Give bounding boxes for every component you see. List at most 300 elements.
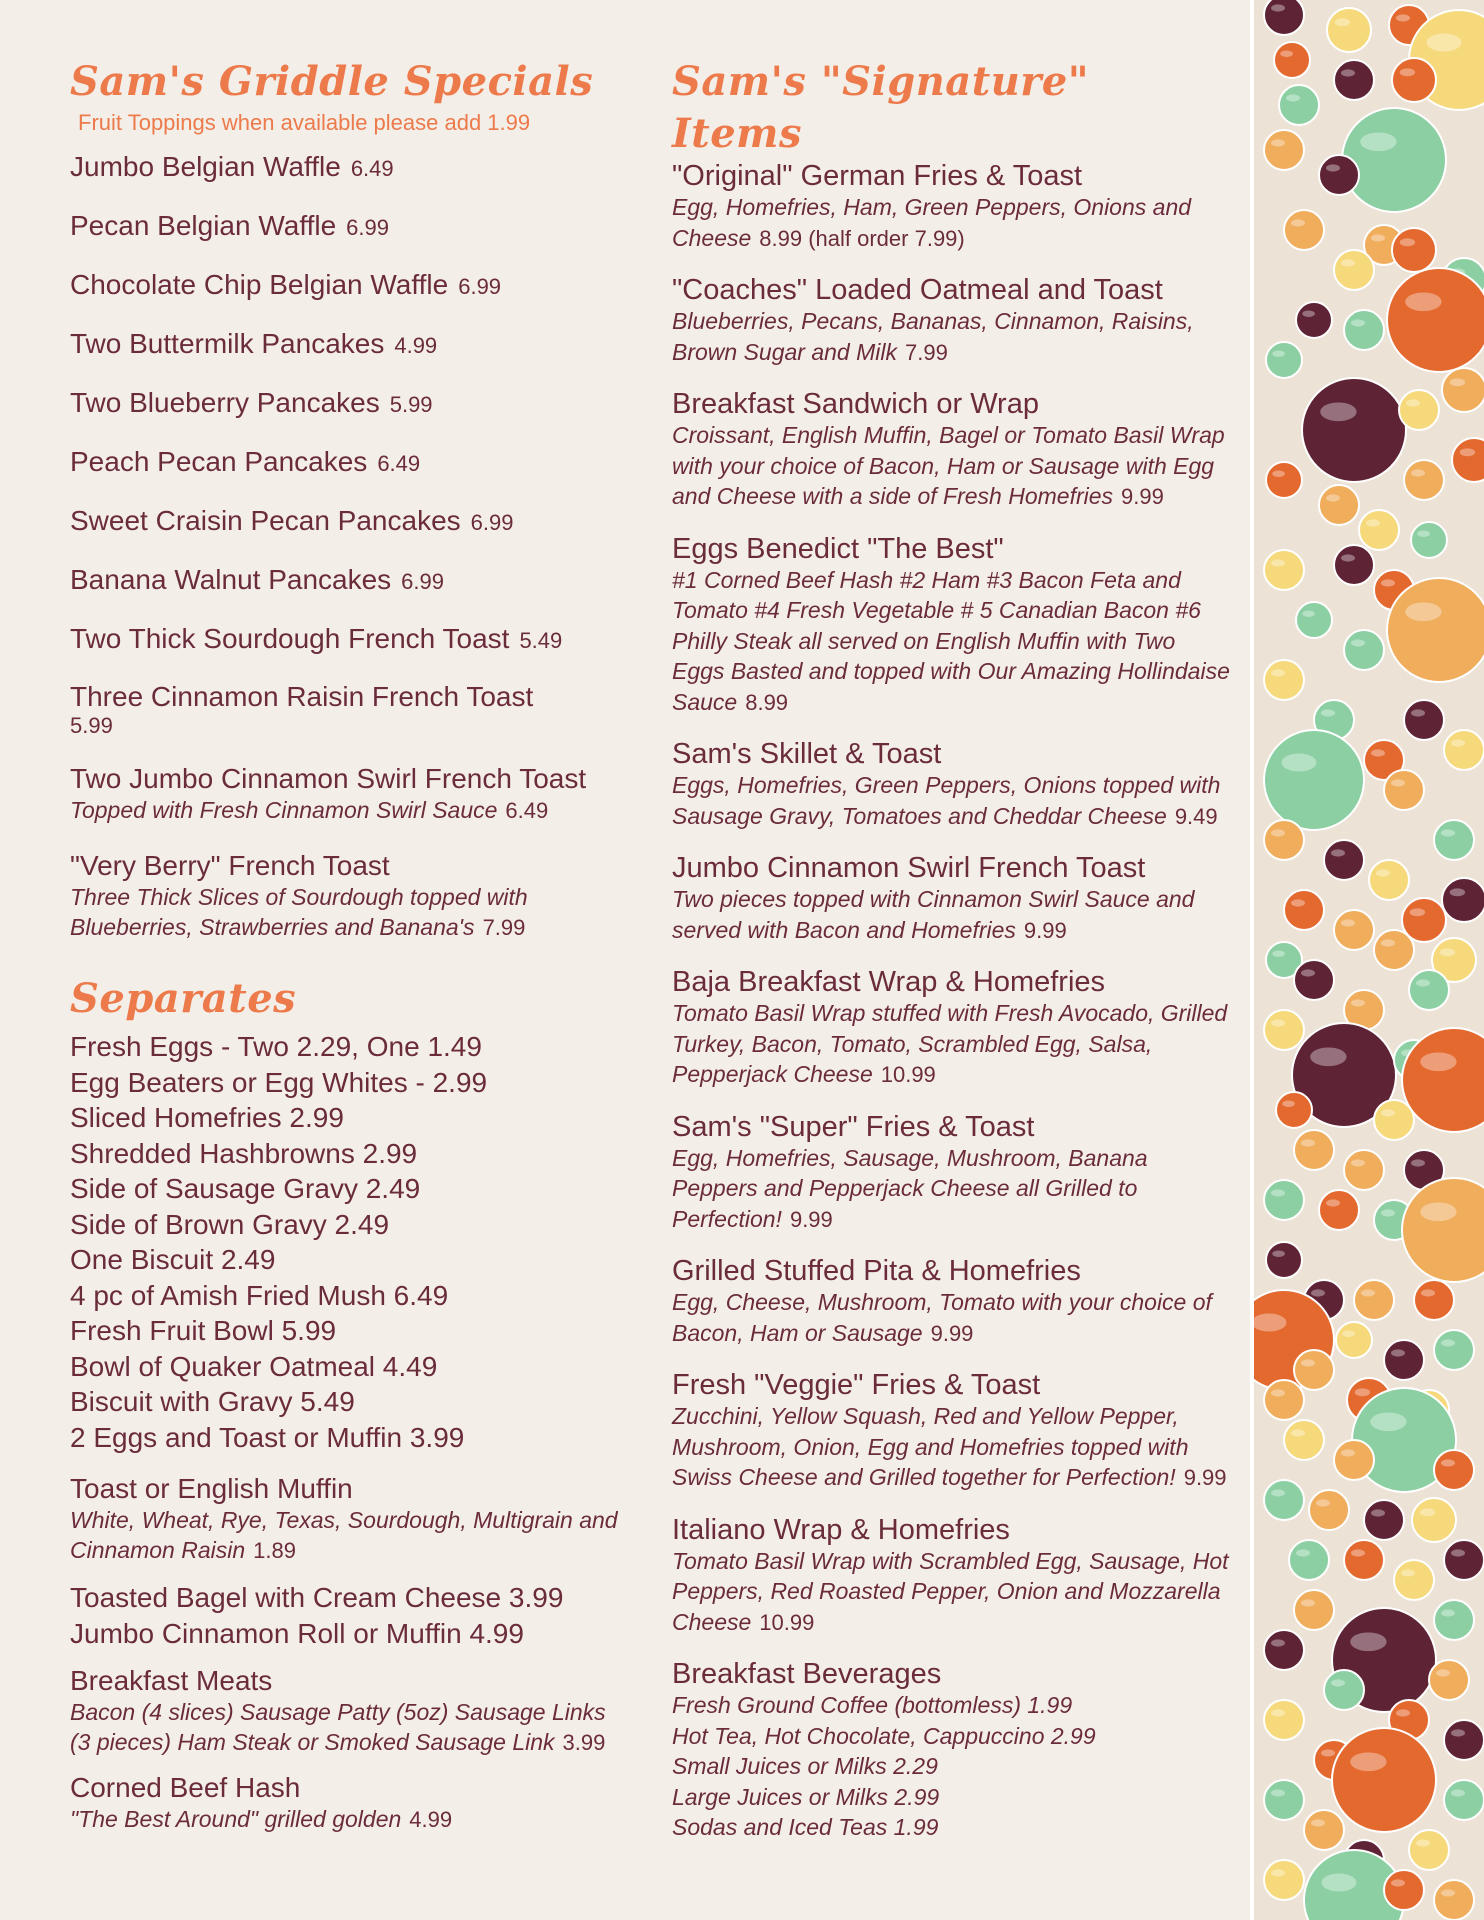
- item-desc-text: Egg, Homefries, Ham, Green Peppers, Onions and Cheese: [672, 194, 1192, 251]
- left-column: [70, 56, 630, 1849]
- polka-dot-highlight: [1391, 1879, 1405, 1886]
- polka-dot: [1442, 368, 1484, 412]
- signature-item: [672, 1111, 1232, 1236]
- signature-item: [672, 388, 1232, 513]
- polka-dot-highlight: [1271, 829, 1285, 836]
- polka-dot: [1364, 1500, 1404, 1540]
- menu-item: [70, 209, 630, 245]
- polka-dot: [1387, 268, 1484, 372]
- item-desc-text: Three Thick Slices of Sourdough topped with Blueberries, Strawberries and Banana's: [70, 884, 528, 940]
- polka-dot: [1294, 1130, 1334, 1170]
- polka-dot-highlight: [1411, 709, 1425, 716]
- polka-dot-highlight: [1271, 559, 1285, 566]
- item-desc-text: #1 Corned Beef Hash #2 Ham #3 Bacon Feta and Tomato #4 Fresh Vegetable # 5 Canadian Bacon #6 Philly Steak all served on English Muffin with Two Eggs Basted and topped with Our Amazing Hollindaise Sauce: [672, 566, 1230, 715]
- item-price: 9.99: [1121, 484, 1164, 509]
- polka-dot-highlight: [1440, 948, 1455, 956]
- griddle-specials-title: Sam's Griddle Specials: [70, 58, 594, 105]
- polka-dot: [1442, 878, 1484, 922]
- polka-dot-highlight: [1451, 1789, 1465, 1796]
- polka-dot-highlight: [1441, 1889, 1455, 1896]
- beverage-item: Sodas and Iced Teas 1.99: [672, 1814, 939, 1840]
- polka-dot: [1294, 1350, 1334, 1390]
- polka-dot-highlight: [1301, 1139, 1315, 1146]
- item-name: Fresh "Veggie" Fries & Toast: [672, 1369, 1041, 1401]
- polka-dot-highlight: [1326, 164, 1340, 171]
- item-description: [672, 420, 1232, 513]
- polka-dot-highlight: [1355, 1388, 1370, 1396]
- polka-dot-highlight: [1272, 350, 1285, 356]
- item-price: 10.99: [880, 1062, 936, 1087]
- polka-dot: [1264, 820, 1304, 860]
- polka-dot-highlight: [1350, 1752, 1386, 1771]
- item-name: "Coaches" Loaded Oatmeal and Toast: [672, 274, 1163, 306]
- polka-dot: [1264, 1860, 1304, 1900]
- item-name: Banana Walnut Pancakes: [70, 564, 392, 595]
- polka-dot-highlight: [1441, 1339, 1455, 1346]
- item-name: Two Thick Sourdough French Toast: [70, 623, 510, 654]
- polka-dot: [1319, 155, 1359, 195]
- polka-dot: [1344, 310, 1384, 350]
- menu-item: [70, 445, 630, 481]
- polka-dot: [1414, 1280, 1454, 1320]
- polka-dot-highlight: [1341, 554, 1355, 561]
- polka-dot-highlight: [1335, 18, 1350, 26]
- item-desc-text: Tomato Basil Wrap stuffed with Fresh Avocado, Grilled Turkey, Bacon, Tomato, Scrambled Egg, Salsa, Pepperjack Cheese: [672, 1000, 1228, 1087]
- polka-dot: [1374, 1100, 1414, 1140]
- polka-dot-highlight: [1282, 754, 1317, 772]
- menu-item-meats: [70, 1665, 630, 1758]
- polka-dot: [1374, 930, 1414, 970]
- polka-dot: [1334, 1440, 1374, 1480]
- polka-dot-highlight: [1272, 1250, 1285, 1256]
- polka-dot-highlight: [1310, 1047, 1346, 1066]
- item-desc-text: Egg, Cheese, Mushroom, Tomato with your choice of Bacon, Ham or Sausage: [672, 1289, 1212, 1346]
- polka-dot-highlight: [1451, 1729, 1465, 1736]
- polka-dot: [1266, 462, 1302, 498]
- polka-dot: [1324, 840, 1364, 880]
- polka-dot-highlight: [1321, 1749, 1335, 1756]
- item-description: [672, 770, 1232, 832]
- polka-dot: [1294, 960, 1334, 1000]
- polka-dot: [1434, 1880, 1474, 1920]
- signature-item: [672, 1514, 1232, 1639]
- polka-dot-highlight: [1272, 950, 1285, 956]
- polka-dot: [1264, 1180, 1304, 1220]
- polka-dot-highlight: [1301, 1359, 1315, 1366]
- item-name: Sweet Craisin Pecan Pancakes: [70, 505, 461, 536]
- item-description: [672, 884, 1232, 946]
- polka-dot-highlight: [1321, 709, 1335, 716]
- polka-dot: [1359, 510, 1399, 550]
- item-price: 9.49: [1174, 803, 1218, 829]
- polka-dot: [1392, 58, 1436, 102]
- polka-dot-highlight: [1416, 1839, 1430, 1846]
- separates-item: Fresh Fruit Bowl 5.99: [70, 1315, 337, 1346]
- polka-dot-highlight: [1302, 310, 1315, 316]
- beverage-item: Hot Tea, Hot Chocolate, Cappuccino 2.99: [672, 1722, 1096, 1749]
- polka-dot-highlight: [1291, 899, 1305, 906]
- item-description: [672, 998, 1232, 1091]
- polka-dot-highlight: [1360, 132, 1396, 151]
- item-desc-text: Two pieces topped with Cinnamon Swirl Sauce and served with Bacon and Homefries: [672, 886, 1195, 943]
- polka-dot: [1392, 228, 1436, 272]
- polka-dot-highlight: [1450, 378, 1465, 386]
- polka-dot-highlight: [1396, 14, 1410, 21]
- signature-item: [672, 738, 1232, 832]
- polka-dot-highlight: [1371, 1509, 1385, 1516]
- item-name: Grilled Stuffed Pita & Homefries: [672, 1255, 1081, 1287]
- polka-dot: [1264, 1780, 1304, 1820]
- item-name: Jumbo Belgian Waffle: [70, 151, 341, 182]
- polka-dot-highlight: [1451, 739, 1465, 746]
- polka-dot-highlight: [1400, 68, 1415, 76]
- item-name: Breakfast Meats: [70, 1665, 273, 1696]
- polka-dot: [1434, 1330, 1474, 1370]
- polka-dot: [1384, 1870, 1424, 1910]
- polka-dot-highlight: [1441, 1459, 1455, 1466]
- polka-dot: [1444, 730, 1484, 770]
- polka-dot: [1264, 550, 1304, 590]
- polka-dot: [1444, 1720, 1484, 1760]
- item-desc-text: "The Best Around" grilled golden: [70, 1806, 402, 1832]
- polka-dot-highlight: [1405, 292, 1441, 311]
- polka-dot: [1324, 1670, 1364, 1710]
- polka-dot: [1266, 342, 1302, 378]
- item-description: [70, 882, 630, 943]
- polka-dot: [1327, 8, 1371, 52]
- polka-dot-highlight: [1366, 519, 1380, 526]
- polka-dot: [1409, 1830, 1449, 1870]
- item-name: Jumbo Cinnamon Swirl French Toast: [672, 852, 1146, 884]
- polka-dot-highlight: [1376, 869, 1390, 876]
- polka-dot-highlight: [1322, 1874, 1357, 1892]
- polka-dot-highlight: [1351, 1549, 1365, 1556]
- polka-dot-highlight: [1341, 919, 1355, 926]
- polka-dot-highlight: [1416, 979, 1430, 986]
- item-price: 5.49: [519, 628, 563, 653]
- item-name: "Original" German Fries & Toast: [672, 160, 1083, 192]
- polka-dot-highlight: [1421, 1289, 1435, 1296]
- polka-dot-highlight: [1291, 219, 1305, 226]
- separates-item: 4 pc of Amish Fried Mush 6.49: [70, 1279, 449, 1311]
- item-name: Corned Beef Hash: [70, 1772, 301, 1803]
- polka-dot: [1264, 0, 1304, 35]
- item-desc-text: Topped with Fresh Cinnamon Swirl Sauce: [70, 797, 498, 823]
- polka-dot: [1354, 1280, 1394, 1320]
- bagel-roll-list: [70, 1580, 630, 1651]
- polka-dot: [1264, 130, 1304, 170]
- polka-dot-highlight: [1417, 530, 1430, 536]
- signature-item: [672, 852, 1232, 946]
- menu-item-cinnamon-raisin: [70, 681, 630, 739]
- griddle-list: [70, 150, 630, 658]
- menu-item-jumbo-swirl: [70, 763, 630, 826]
- polka-dot: [1402, 1178, 1484, 1282]
- polka-dot-highlight: [1271, 1869, 1285, 1876]
- polka-dot-highlight: [1331, 1679, 1345, 1686]
- item-desc-text: Egg, Homefries, Sausage, Mushroom, Banana Peppers and Pepperjack Cheese all Grilled to Perfection!: [672, 1144, 1148, 1232]
- polka-dot-highlight: [1420, 1052, 1456, 1071]
- separates-item: Side of Brown Gravy 2.49: [70, 1208, 390, 1240]
- item-price: 5.99: [70, 713, 113, 738]
- polka-dot: [1309, 1490, 1349, 1530]
- polka-dot-highlight: [1296, 1549, 1310, 1556]
- polka-dot-highlight: [1361, 1289, 1375, 1296]
- polka-dot-highlight: [1291, 1429, 1305, 1436]
- polka-dot-border: [1250, 0, 1484, 1920]
- polka-dot: [1279, 85, 1319, 125]
- item-price: 6.99: [470, 510, 514, 535]
- signature-item: [672, 274, 1232, 368]
- polka-dot: [1296, 302, 1332, 338]
- polka-dot-highlight: [1370, 1412, 1406, 1431]
- polka-dot-highlight: [1351, 639, 1365, 646]
- item-name: Sam's "Super" Fries & Toast: [672, 1110, 1035, 1143]
- item-price: 8.99 (half order 7.99): [759, 225, 965, 251]
- item-name: Two Blueberry Pancakes: [70, 387, 380, 418]
- polka-dot: [1264, 1630, 1304, 1670]
- polka-dot-highlight: [1441, 1609, 1455, 1616]
- polka-dot: [1289, 1540, 1329, 1580]
- polka-dot-highlight: [1341, 1449, 1355, 1456]
- polka-dot: [1264, 1480, 1304, 1520]
- item-description: [672, 192, 1232, 254]
- item-price: 1.89: [253, 1538, 296, 1563]
- polka-dot: [1276, 1092, 1312, 1128]
- polka-dot-highlight: [1271, 1189, 1285, 1196]
- polka-dot-highlight: [1341, 69, 1355, 76]
- item-desc-text: Croissant, English Muffin, Bagel or Tomato Basil Wrap with your choice of Bacon, Ham or Sausage with Egg and Cheese with a side of Fresh Homefries: [672, 422, 1225, 509]
- polka-dot: [1344, 630, 1384, 670]
- polka-dot: [1384, 1340, 1424, 1380]
- item-name: Two Jumbo Cinnamon Swirl French Toast: [70, 763, 587, 794]
- separates-item: Biscuit with Gravy 5.49: [70, 1386, 355, 1417]
- polka-dot: [1429, 1660, 1469, 1700]
- polka-dot: [1412, 1498, 1456, 1542]
- polka-dot-highlight: [1271, 1639, 1285, 1646]
- polka-dot-highlight: [1272, 470, 1285, 476]
- polka-dot-highlight: [1427, 34, 1462, 52]
- polka-dot-pattern: [1254, 0, 1484, 1920]
- polka-dot: [1404, 700, 1444, 740]
- signature-item: [672, 966, 1232, 1091]
- polka-dot-highlight: [1381, 1209, 1395, 1216]
- item-price: 5.99: [389, 392, 433, 417]
- item-name: Three Cinnamon Raisin French Toast: [70, 681, 534, 712]
- item-price: 6.49: [350, 156, 394, 181]
- polka-dot-highlight: [1350, 1632, 1386, 1651]
- item-desc-text: White, Wheat, Rye, Texas, Sourdough, Multigrain and Cinnamon Raisin: [70, 1507, 618, 1563]
- separates-item: Jumbo Cinnamon Roll or Muffin 4.99: [70, 1617, 524, 1649]
- polka-dot: [1264, 1700, 1304, 1740]
- separates-item: Fresh Eggs - Two 2.29, One 1.49: [70, 1031, 482, 1062]
- item-price: 6.49: [377, 451, 421, 476]
- polka-dot: [1334, 545, 1374, 585]
- polka-dot-highlight: [1271, 1019, 1285, 1026]
- polka-dot: [1296, 602, 1332, 638]
- item-description: [70, 1697, 630, 1758]
- item-price: 9.99: [1183, 1465, 1227, 1490]
- beverage-item: Small Juices or Milks 2.29: [672, 1753, 938, 1779]
- separates-item: Sliced Homefries 2.99: [70, 1102, 344, 1133]
- item-desc-text: Eggs, Homefries, Green Peppers, Onions topped with Sausage Gravy, Tomatoes and Cheddar Cheese: [672, 772, 1221, 829]
- polka-dot-highlight: [1326, 1199, 1340, 1206]
- beverage-item: Fresh Ground Coffee (bottomless) 1.99: [672, 1692, 1073, 1718]
- polka-dot: [1342, 108, 1446, 212]
- polka-dot: [1404, 460, 1444, 500]
- polka-dot-highlight: [1286, 94, 1300, 101]
- polka-dot-highlight: [1311, 1819, 1325, 1826]
- signature-item: [672, 1255, 1232, 1349]
- polka-dot-highlight: [1371, 234, 1385, 241]
- polka-dot: [1434, 820, 1474, 860]
- item-description: [70, 1804, 630, 1835]
- polka-dot-highlight: [1411, 1159, 1425, 1166]
- polka-dot-highlight: [1326, 494, 1340, 501]
- item-price: 6.49: [505, 798, 549, 823]
- polka-dot-highlight: [1371, 749, 1385, 756]
- item-name: "Very Berry" French Toast: [70, 850, 390, 881]
- polka-dot-highlight: [1381, 1109, 1395, 1116]
- item-name: Toast or English Muffin: [70, 1473, 353, 1504]
- separates-title: Separates: [70, 975, 297, 1022]
- item-desc-text: Blueberries, Pecans, Bananas, Cinnamon, Raisins, Brown Sugar and Milk: [672, 308, 1194, 365]
- polka-dot-highlight: [1271, 139, 1285, 146]
- polka-dot-highlight: [1280, 50, 1293, 56]
- separates-item: 2 Eggs and Toast or Muffin 3.99: [70, 1421, 465, 1453]
- polka-dot-highlight: [1436, 1669, 1450, 1676]
- item-name: Two Buttermilk Pancakes: [70, 328, 385, 359]
- polka-dot-highlight: [1460, 448, 1475, 456]
- beverage-item: Large Juices or Milks 2.99: [672, 1783, 940, 1810]
- separates-item: Toasted Bagel with Cream Cheese 3.99: [70, 1582, 564, 1613]
- separates-list: [70, 1029, 630, 1455]
- polka-dot-highlight: [1450, 888, 1465, 896]
- separates-item: Egg Beaters or Egg Whites - 2.99: [70, 1066, 488, 1098]
- item-name: Baja Breakfast Wrap & Homefries: [672, 966, 1106, 998]
- polka-dot-highlight: [1351, 999, 1365, 1006]
- polka-dot: [1319, 1190, 1359, 1230]
- polka-dot-highlight: [1391, 779, 1405, 786]
- polka-dot: [1394, 1560, 1434, 1600]
- polka-dot: [1434, 1600, 1474, 1640]
- polka-dot-highlight: [1302, 610, 1315, 616]
- polka-dot-highlight: [1411, 469, 1425, 476]
- separates-item: Bowl of Quaker Oatmeal 4.49: [70, 1350, 438, 1382]
- menu-item: [70, 622, 630, 658]
- menu-item: [70, 150, 630, 186]
- menu-item: [70, 386, 630, 422]
- item-description: [672, 306, 1232, 368]
- polka-dot: [1284, 1420, 1324, 1460]
- item-price: 3.99: [562, 1730, 606, 1755]
- polka-dot-highlight: [1420, 1508, 1435, 1516]
- polka-dot-highlight: [1320, 402, 1356, 421]
- polka-dot-highlight: [1351, 1159, 1365, 1166]
- item-name: Italiano Wrap & Homefries: [672, 1513, 1010, 1546]
- polka-dot: [1334, 250, 1374, 290]
- menu-item: [70, 268, 630, 304]
- polka-dot-highlight: [1271, 1489, 1285, 1496]
- beverages-title: Breakfast Beverages: [672, 1658, 942, 1690]
- item-desc-text: Zucchini, Yellow Squash, Red and Yellow Pepper, Mushroom, Onion, Egg and Homefries topped with Swiss Cheese and Grilled together for Perfection!: [672, 1403, 1189, 1490]
- item-description: [672, 1546, 1232, 1639]
- menu-item-very-berry: [70, 850, 630, 943]
- polka-dot-highlight: [1282, 1100, 1295, 1106]
- menu-item: [70, 504, 630, 540]
- item-name: Eggs Benedict "The Best": [672, 532, 1004, 565]
- item-price: 9.99: [930, 1320, 974, 1346]
- menu-item: [70, 563, 630, 599]
- polka-dot-highlight: [1420, 1202, 1456, 1221]
- beverages-block: [672, 1658, 1232, 1843]
- separates-item: Side of Sausage Gravy 2.49: [70, 1173, 421, 1204]
- item-description: [672, 1401, 1232, 1494]
- item-description: [672, 565, 1232, 719]
- polka-dot: [1304, 1810, 1344, 1850]
- item-price: 9.99: [789, 1206, 833, 1232]
- signature-item: [672, 533, 1232, 719]
- polka-dot: [1344, 1150, 1384, 1190]
- item-price: 7.99: [482, 915, 526, 940]
- item-description: [672, 1143, 1232, 1236]
- item-description: [672, 1287, 1232, 1349]
- item-name: Pecan Belgian Waffle: [70, 210, 337, 241]
- polka-dot: [1411, 522, 1447, 558]
- signature-item: [672, 160, 1232, 254]
- polka-dot: [1369, 860, 1409, 900]
- signature-item: [672, 1369, 1232, 1494]
- polka-dot: [1334, 60, 1374, 100]
- polka-dot: [1434, 1450, 1474, 1490]
- polka-dot-highlight: [1271, 1389, 1285, 1396]
- item-name: Peach Pecan Pancakes: [70, 446, 368, 477]
- polka-dot-highlight: [1396, 1709, 1410, 1716]
- polka-dot: [1444, 1780, 1484, 1820]
- polka-dot-highlight: [1342, 1330, 1355, 1336]
- separates-item: Shredded Hashbrowns 2.99: [70, 1137, 418, 1169]
- polka-dot-highlight: [1316, 1499, 1330, 1506]
- polka-dot-highlight: [1311, 1289, 1325, 1296]
- polka-dot: [1264, 660, 1304, 700]
- polka-dot-highlight: [1405, 602, 1441, 621]
- item-desc-text: Tomato Basil Wrap with Scrambled Egg, Sausage, Hot Peppers, Red Roasted Pepper, Onion and Mozzarella Cheese: [672, 1547, 1229, 1635]
- polka-dot: [1444, 1540, 1484, 1580]
- item-price: 8.99: [745, 689, 789, 715]
- polka-dot-highlight: [1410, 908, 1425, 916]
- fruit-toppings-note: Fruit Toppings when available please add 1.99: [78, 110, 531, 135]
- polka-dot-highlight: [1406, 399, 1420, 406]
- polka-dot: [1409, 970, 1449, 1010]
- polka-dot-highlight: [1391, 1349, 1405, 1356]
- item-price: 7.99: [905, 339, 948, 365]
- polka-dot: [1284, 890, 1324, 930]
- polka-dot: [1294, 1590, 1334, 1630]
- polka-dot: [1264, 730, 1364, 830]
- item-price: 9.99: [1023, 917, 1067, 943]
- menu-item-toast: [70, 1473, 630, 1566]
- polka-dot-highlight: [1381, 939, 1395, 946]
- item-price: 4.99: [409, 1807, 453, 1832]
- polka-dot-highlight: [1381, 579, 1395, 586]
- item-desc-text: Bacon (4 slices) Sausage Patty (5oz) Sausage Links (3 pieces) Ham Steak or Smoked Sausage Link: [70, 1699, 606, 1755]
- signature-items-title: Sam's "Signature" Items: [672, 58, 1090, 157]
- polka-dot: [1452, 438, 1484, 482]
- polka-dot-highlight: [1451, 1549, 1465, 1556]
- polka-dot-highlight: [1400, 238, 1415, 246]
- polka-dot-highlight: [1441, 829, 1455, 836]
- polka-dot-highlight: [1351, 319, 1365, 326]
